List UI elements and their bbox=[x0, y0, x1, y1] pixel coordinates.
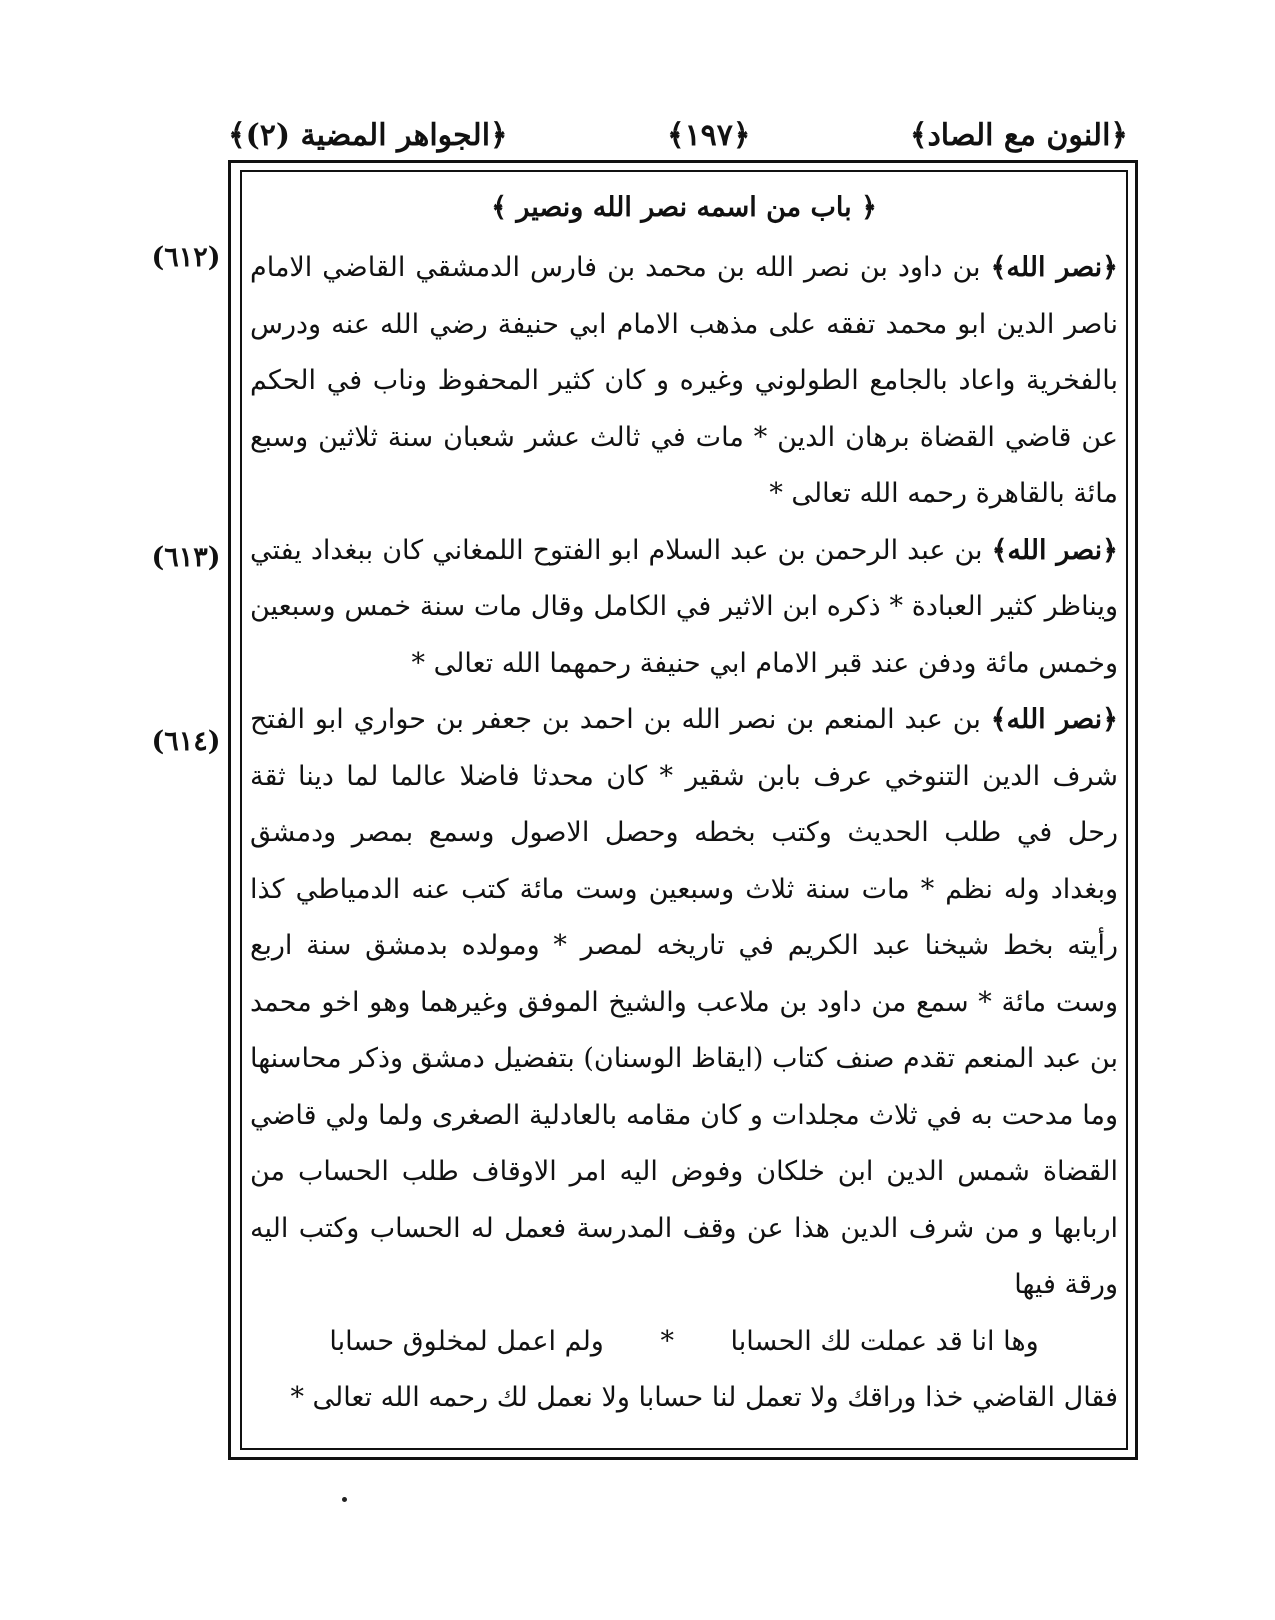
entry-number: (٦١٣) bbox=[151, 542, 221, 573]
entry-text: بن عبد الرحمن بن عبد السلام ابو الفتوح اللمغاني كان ببغداد يفتي ويناظر كثير العبادة * ذكره ابن الاثير في الكامل وقال مات سنة خمس وسبعين وخمس مائة ودفن عند قبر الامام ابي حنيفة رحمهما الله تعالى * bbox=[250, 534, 1118, 679]
biography-entry bbox=[250, 240, 1118, 523]
entry-number: (٦١٤) bbox=[151, 726, 221, 757]
entry-name: ﴿نصر الله﴾ bbox=[990, 252, 1118, 283]
chapter-title: ﴿ باب من اسمه نصر الله ونصير ﴾ bbox=[491, 192, 877, 223]
entry-name: ﴿نصر الله﴾ bbox=[990, 704, 1118, 735]
entry-text: بن عبد المنعم بن نصر الله بن احمد بن جعفر بن حواري ابو الفتح شرف الدين التنوخي عرف بابن شقير * كان محدثا فاضلا عالما لما دينا ثقة رحل في طلب الحديث وكتب بخطه وحصل الاصول وسمع بمصر ودمشق وبغداد وله نظم * مات سنة ثلاث وسبعين وست مائة كتب عنه الدمياطي كذا رأيته بخط شيخنا عبد الكريم في تاريخه لمصر * ومولده بدمشق سنة اربع وست مائة * سمع من داود بن ملاعب والشيخ الموفق وغيرهما وهو اخو محمد بن عبد المنعم تقدم صنف كتاب (ايقاظ الوسنان) بتفضيل دمشق وذكر محاسنها وما مدحت به في ثلاث مجلدات و كان مقامه بالعادلية الصغرى ولما ولي قاضي القضاة شمس الدين ابن خلكان وفوض اليه امر الاوقاف طلب الحساب من اربابها و من شرف الدين هذا عن وقف المدرسة فعمل له الحساب وكتب اليه ورقة فيها bbox=[250, 704, 1119, 1300]
header-section: ﴿النون مع الصاد﴾ bbox=[909, 117, 1128, 153]
verse-first-hemistich: وها انا قد عملت لك الحسابا bbox=[730, 1325, 1039, 1357]
entry-number: (٦١٢) bbox=[151, 242, 221, 273]
biography-entry bbox=[250, 523, 1118, 693]
entry-name: ﴿نصر الله﴾ bbox=[991, 534, 1118, 566]
closing-line: فقال القاضي خذا وراقك ولا تعمل لنا حسابا ولا نعمل لك رحمه الله تعالى * bbox=[290, 1381, 1118, 1413]
ink-speck bbox=[342, 1497, 347, 1502]
poem-verse bbox=[250, 1314, 1118, 1370]
verse-second-hemistich: ولم اعمل لمخلوق حسابا bbox=[329, 1325, 604, 1357]
page-body bbox=[250, 180, 1118, 1426]
header-book-title: ﴿الجواهر المضية (٢)﴾ bbox=[228, 117, 508, 153]
entry-text: بن داود بن نصر الله بن محمد بن فارس الدمشقي القاضي الامام ناصر الدين ابو محمد تفقه على مذهب الامام ابي حنيفة رضي الله عنه ودرس بالفخرية واعاد بالجامع الطولوني وغيره و كان كثير المحفوظ وناب في الحكم عن قاضي القضاة برهان الدين * مات في ثالث عشر شعبان سنة ثلاثين وسبع مائة بالقاهرة رحمه الله تعالى * bbox=[250, 252, 1118, 509]
verse-separator: * bbox=[660, 1325, 674, 1357]
biography-entry bbox=[250, 692, 1118, 1314]
page-number: ﴿١٩٧﴾ bbox=[666, 117, 751, 153]
